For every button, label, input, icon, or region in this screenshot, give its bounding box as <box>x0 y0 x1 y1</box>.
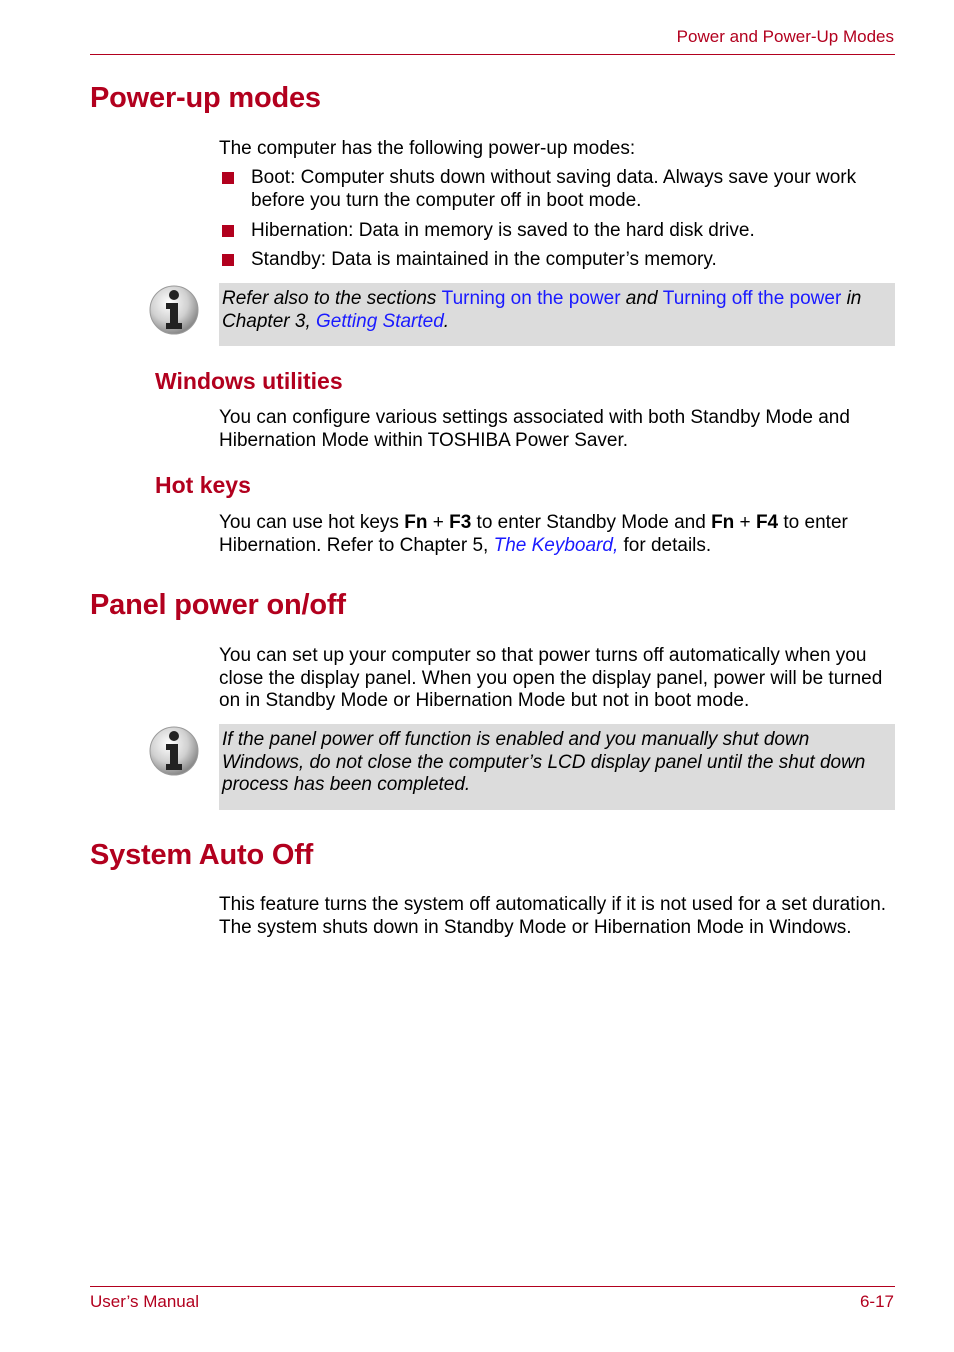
note-powerup <box>219 283 895 346</box>
bullet-text: Standby: Data is maintained in the computer’s memory. <box>251 249 717 270</box>
bullet-text: Boot: Computer shuts down without saving data. Always save your work before you turn the computer off in boot mode. <box>251 167 857 211</box>
info-icon <box>148 725 200 777</box>
bullet-text: Hibernation: Data in memory is saved to the hard disk drive. <box>251 220 755 241</box>
info-icon <box>148 284 200 336</box>
footer-rule <box>90 1286 895 1287</box>
bullet-hibernation <box>219 220 895 243</box>
bullet-boot <box>219 167 895 212</box>
heading-system-auto-off: System Auto Off <box>90 839 314 871</box>
note-text: . <box>443 310 450 332</box>
system-auto-off-text: This feature turns the system off automatically if it is not used for a set duration. The system shuts down in Standby Mode or Hibernation Mode in Windows. <box>219 894 887 938</box>
bullet-square <box>222 254 234 266</box>
link-getting-started[interactable]: Getting Started <box>316 310 444 332</box>
bullet-standby <box>219 249 895 272</box>
heading-hot-keys: Hot keys <box>155 472 251 498</box>
hot-keys-text-part: to enter Hibernation. Refer to Chapter 5, <box>219 512 848 556</box>
windows-utilities-text: You can configure various settings associated with both Standby Mode and Hibernation Mode within TOSHIBA Power Saver. <box>219 407 850 451</box>
heading-windows-utilities: Windows utilities <box>155 368 343 394</box>
plus-sign: + <box>427 512 450 533</box>
key-f3: F3 <box>449 512 472 533</box>
bullet-square <box>222 225 234 237</box>
link-turning-on-the-power[interactable]: Turning on the power <box>441 288 621 309</box>
link-turning-off-the-power[interactable]: Turning off the power <box>662 288 842 309</box>
bullet-square <box>222 172 234 184</box>
link-the-keyboard[interactable]: The Keyboard, <box>493 534 619 556</box>
powerup-intro: The computer has the following power-up modes: <box>219 138 636 159</box>
plus-sign: + <box>734 512 756 533</box>
heading-power-up-modes: Power-up modes <box>90 82 321 114</box>
panel-power-text: You can set up your computer so that power turns off automatically when you close the display panel. When you open the display panel, power will be turned on in Standby Mode or Hibernation Mode but not in boot mode. <box>219 645 883 712</box>
running-header: Power and Power-Up Modes <box>676 27 894 46</box>
hot-keys-text-part: You can use hot keys <box>219 512 405 533</box>
note-text: and <box>620 288 663 309</box>
key-f4: F4 <box>755 512 779 533</box>
page-number: 6-17 <box>859 1292 894 1311</box>
note-text: in Chapter 3, <box>222 288 862 332</box>
hot-keys-text-part: to enter Standby Mode and <box>471 512 712 533</box>
header-rule <box>90 54 895 55</box>
heading-panel-power: Panel power on/off <box>90 589 346 621</box>
key-fn: Fn <box>711 512 735 533</box>
hot-keys-text-part: for details. <box>618 534 712 556</box>
key-fn: Fn <box>404 512 428 533</box>
footer-manual-title: User’s Manual <box>90 1292 199 1311</box>
hot-keys-text <box>219 512 895 557</box>
note-panel-power: If the panel power off function is enabled and you manually shut down Windows, do not close the computer’s LCD display panel until the shut down process has been completed. <box>219 724 895 810</box>
note-text: Refer also to the sections <box>222 288 442 309</box>
